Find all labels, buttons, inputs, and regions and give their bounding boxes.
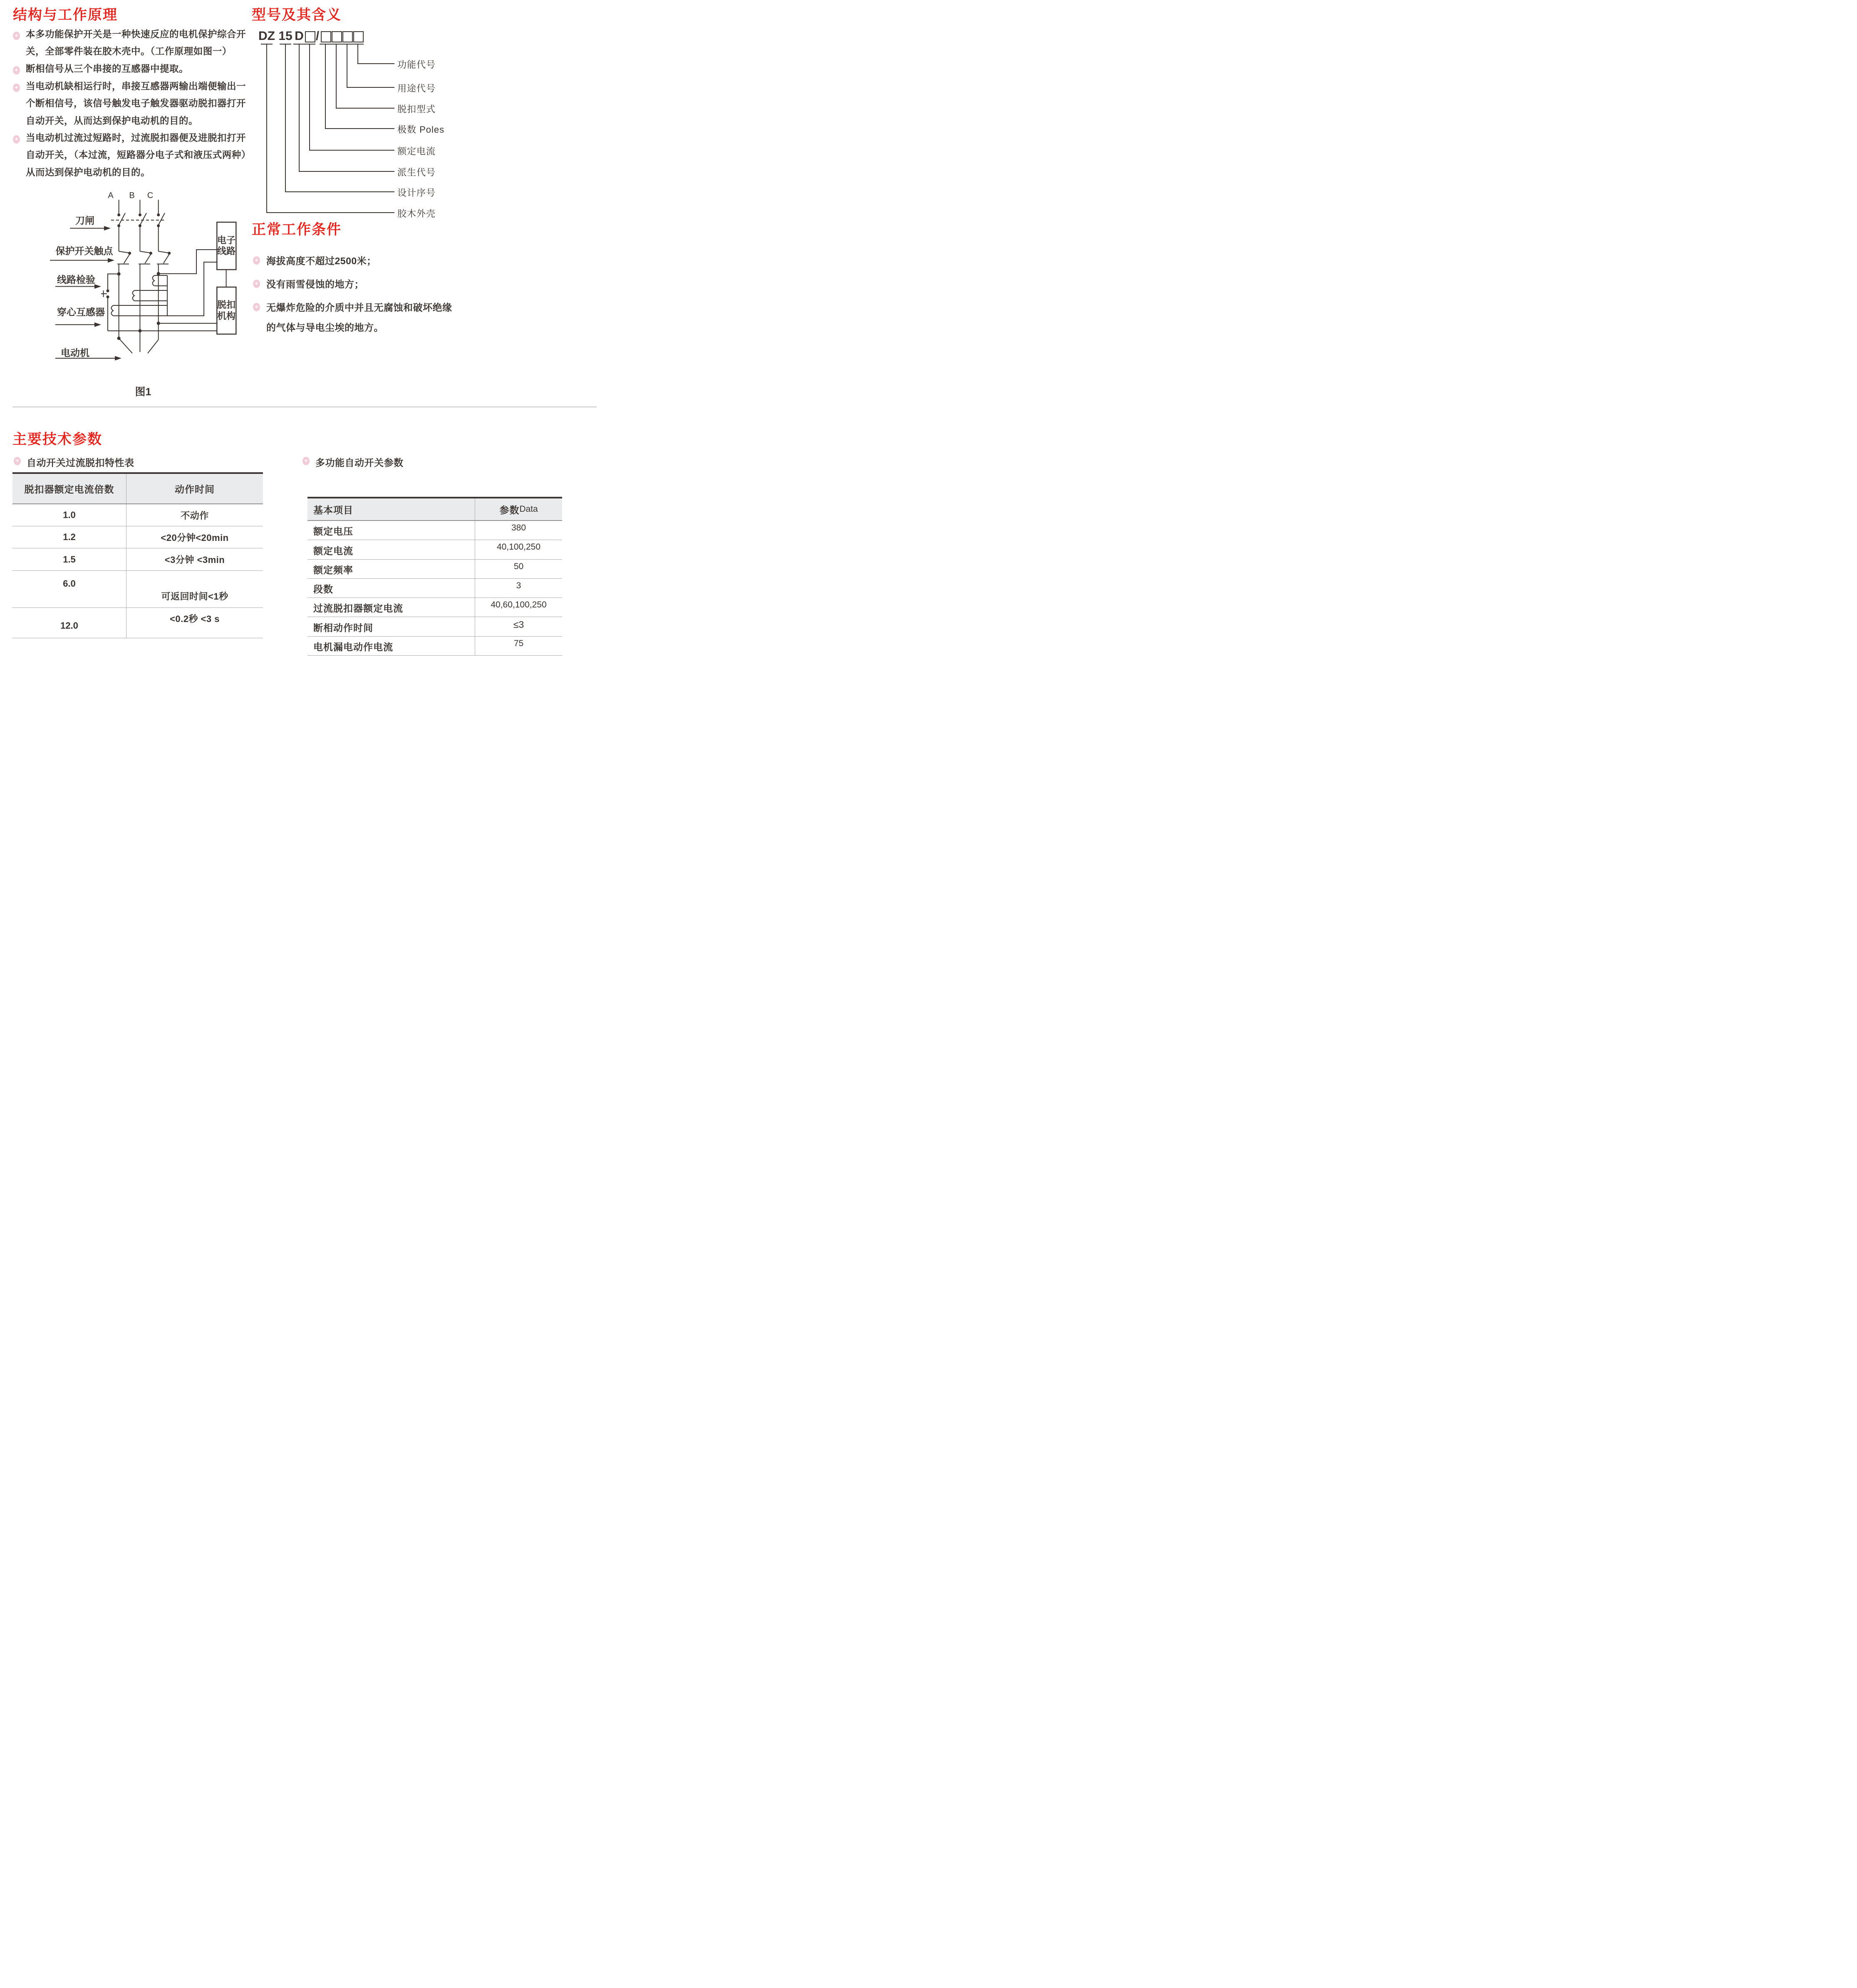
value-cell: 380 (511, 523, 526, 533)
text-line: 从而达到保护电动机的目的。 (26, 167, 151, 178)
model-label-shell: 胶木外壳 (397, 208, 436, 219)
time-cell: <3分钟 <3min (164, 555, 225, 565)
structure-bullet-1 (26, 26, 246, 60)
value-cell: 40,60,100,250 (491, 600, 547, 610)
bullet-plus-icon: + (14, 457, 21, 465)
model-label-design-serial: 设计序号 (397, 188, 436, 198)
bullet-plus-icon: + (302, 457, 310, 465)
table-header-row (12, 474, 263, 504)
model-label-trip-type: 脱扣型式 (397, 104, 436, 114)
column-header: 脱扣器额定电流倍数 (12, 474, 126, 503)
multiple-cell: 1.0 (12, 504, 126, 526)
conditions-bullet-3 (266, 297, 452, 337)
electronic-circuit-text: 电子线路 (217, 235, 236, 256)
table-row (307, 579, 562, 598)
left-table-subtitle: 自动开关过流脱扣特性表 (27, 457, 134, 468)
text-line: 断相信号从三个串接的互感器中提取。 (26, 64, 189, 74)
model-series: 15 (278, 29, 293, 43)
bullet-plus-icon: + (253, 303, 260, 311)
text-line: 自动开关，（本过流，短路器分电子式和液压式两种） (26, 150, 251, 161)
table-row (307, 637, 562, 656)
model-label-derived: 派生代号 (397, 167, 436, 178)
text-line: 本多功能保护开关是一种快速反应的电机保护综合开 (26, 29, 246, 40)
table-row (307, 560, 562, 579)
bullet-plus-icon: + (253, 256, 260, 265)
ct-label: 穿心互感器 (57, 307, 105, 317)
text-line: 自动开关，从而达到保护电动机的目的。 (26, 115, 198, 126)
value-cell: 3 (516, 580, 521, 590)
column-header: 基本项目 (307, 498, 475, 520)
model-label-rated-current: 额定电流 (397, 146, 436, 156)
structure-bullet-3 (26, 78, 246, 129)
structure-bullet-2 (26, 60, 188, 77)
text-line: 当电动机缺相运行时，串接互感器两输出端便输出一 (26, 81, 246, 92)
time-cell: 不动作 (181, 510, 209, 521)
table-row (307, 598, 562, 617)
table-row (307, 617, 562, 636)
line-check-branch (101, 272, 121, 331)
model-slash: / (315, 29, 320, 43)
contacts-label: 保护开关触点 (55, 245, 113, 256)
value-cell: 75 (513, 638, 524, 648)
text-line: 的气体与导电尘埃的地方。 (266, 322, 384, 333)
current-transformer-coils (112, 275, 168, 316)
text-line: 关，全部零件装在胶木壳中。（工作原理如图一） (26, 46, 232, 57)
multiple-cell: 1.5 (12, 548, 126, 570)
item-cell: 断相动作时间 (307, 617, 475, 636)
conditions-bullet-1: 海拔高度不超过2500米； (266, 255, 377, 266)
text-line: 无爆炸危险的介质中并且无腐蚀和破坏绝缘 (266, 302, 452, 313)
bullet-plus-icon: + (253, 280, 260, 288)
model-prefix: DZ (258, 29, 275, 43)
model-label-usage: 用途代号 (397, 83, 436, 94)
conditions-bullet-2: 没有雨雪侵蚀的地方； (266, 279, 364, 290)
multiple-cell: 6.0 (12, 571, 126, 607)
bullet-plus-icon: + (13, 84, 20, 92)
item-cell: 额定电压 (307, 521, 475, 540)
text-line: 个断相信号，该信号触发电子触发器驱动脱扣器打开 (26, 98, 246, 109)
right-table-subtitle: 多功能自动开关参数 (315, 457, 404, 468)
table-row (12, 548, 263, 571)
model-variant: D (295, 29, 304, 43)
line-check-label: 线路检验 (57, 274, 95, 285)
motor-symbol (117, 337, 159, 371)
knife-switch-icon (111, 213, 166, 227)
bullet-plus-icon: + (13, 66, 20, 74)
table-row (12, 608, 263, 638)
item-cell: 段数 (307, 579, 475, 597)
structure-bullet-4 (26, 129, 251, 181)
motor-label: 电动机 (61, 347, 89, 358)
switch-parameters-table (307, 497, 562, 656)
conditions-title: 正常工作条件 (252, 222, 342, 238)
model-title: 型号及其含义 (252, 7, 342, 23)
trip-characteristic-table (12, 472, 263, 638)
column-header (475, 498, 562, 520)
time-cell: <20分钟<20min (161, 532, 229, 543)
model-label-function: 功能代号 (397, 59, 436, 70)
multiple-cell: 12.0 (12, 608, 126, 638)
structure-title: 结构与工作原理 (13, 7, 118, 23)
column-header: 动作时间 (175, 484, 215, 495)
bullet-plus-icon: + (13, 32, 20, 40)
param-header-zh: 参数 (499, 504, 520, 516)
value-cell: 40,100,250 (496, 542, 541, 552)
table-header-row (307, 498, 562, 521)
item-cell: 额定频率 (307, 560, 475, 578)
item-cell: 电机漏电动作电流 (307, 637, 475, 655)
table-row (12, 526, 263, 548)
catalog-page (0, 0, 609, 652)
figure-caption: 图1 (135, 386, 151, 398)
table-row (307, 521, 562, 540)
trip-mechanism-text: 脱扣机构 (217, 300, 236, 321)
value-cell: ≤3 (513, 619, 524, 630)
phase-b-label: B (129, 191, 135, 200)
table-row (12, 571, 263, 608)
circuit-diagram (8, 187, 241, 399)
multiple-cell: 1.2 (12, 526, 126, 548)
item-cell: 过流脱扣器额定电流 (307, 598, 475, 617)
value-cell: 50 (513, 561, 524, 571)
item-cell: 额定电流 (307, 540, 475, 559)
knife-label: 刀闸 (75, 215, 94, 226)
bullet-plus-icon: + (13, 135, 20, 144)
phase-c-label: C (147, 191, 154, 200)
time-cell: 可返回时间<1秒 (161, 591, 228, 602)
param-header-en: Data (519, 504, 538, 514)
model-label-poles: 极数 Poles (397, 124, 445, 135)
table-row (307, 540, 562, 559)
protection-contacts-icon (117, 251, 171, 264)
time-cell: <0.2秒 <3 s (170, 614, 220, 624)
tech-title: 主要技术参数 (12, 431, 102, 447)
text-line: 当电动机过流过短路时，过流脱扣器便及进脱扣打开 (26, 133, 246, 143)
phase-a-label: A (108, 191, 114, 200)
table-row (12, 504, 263, 526)
